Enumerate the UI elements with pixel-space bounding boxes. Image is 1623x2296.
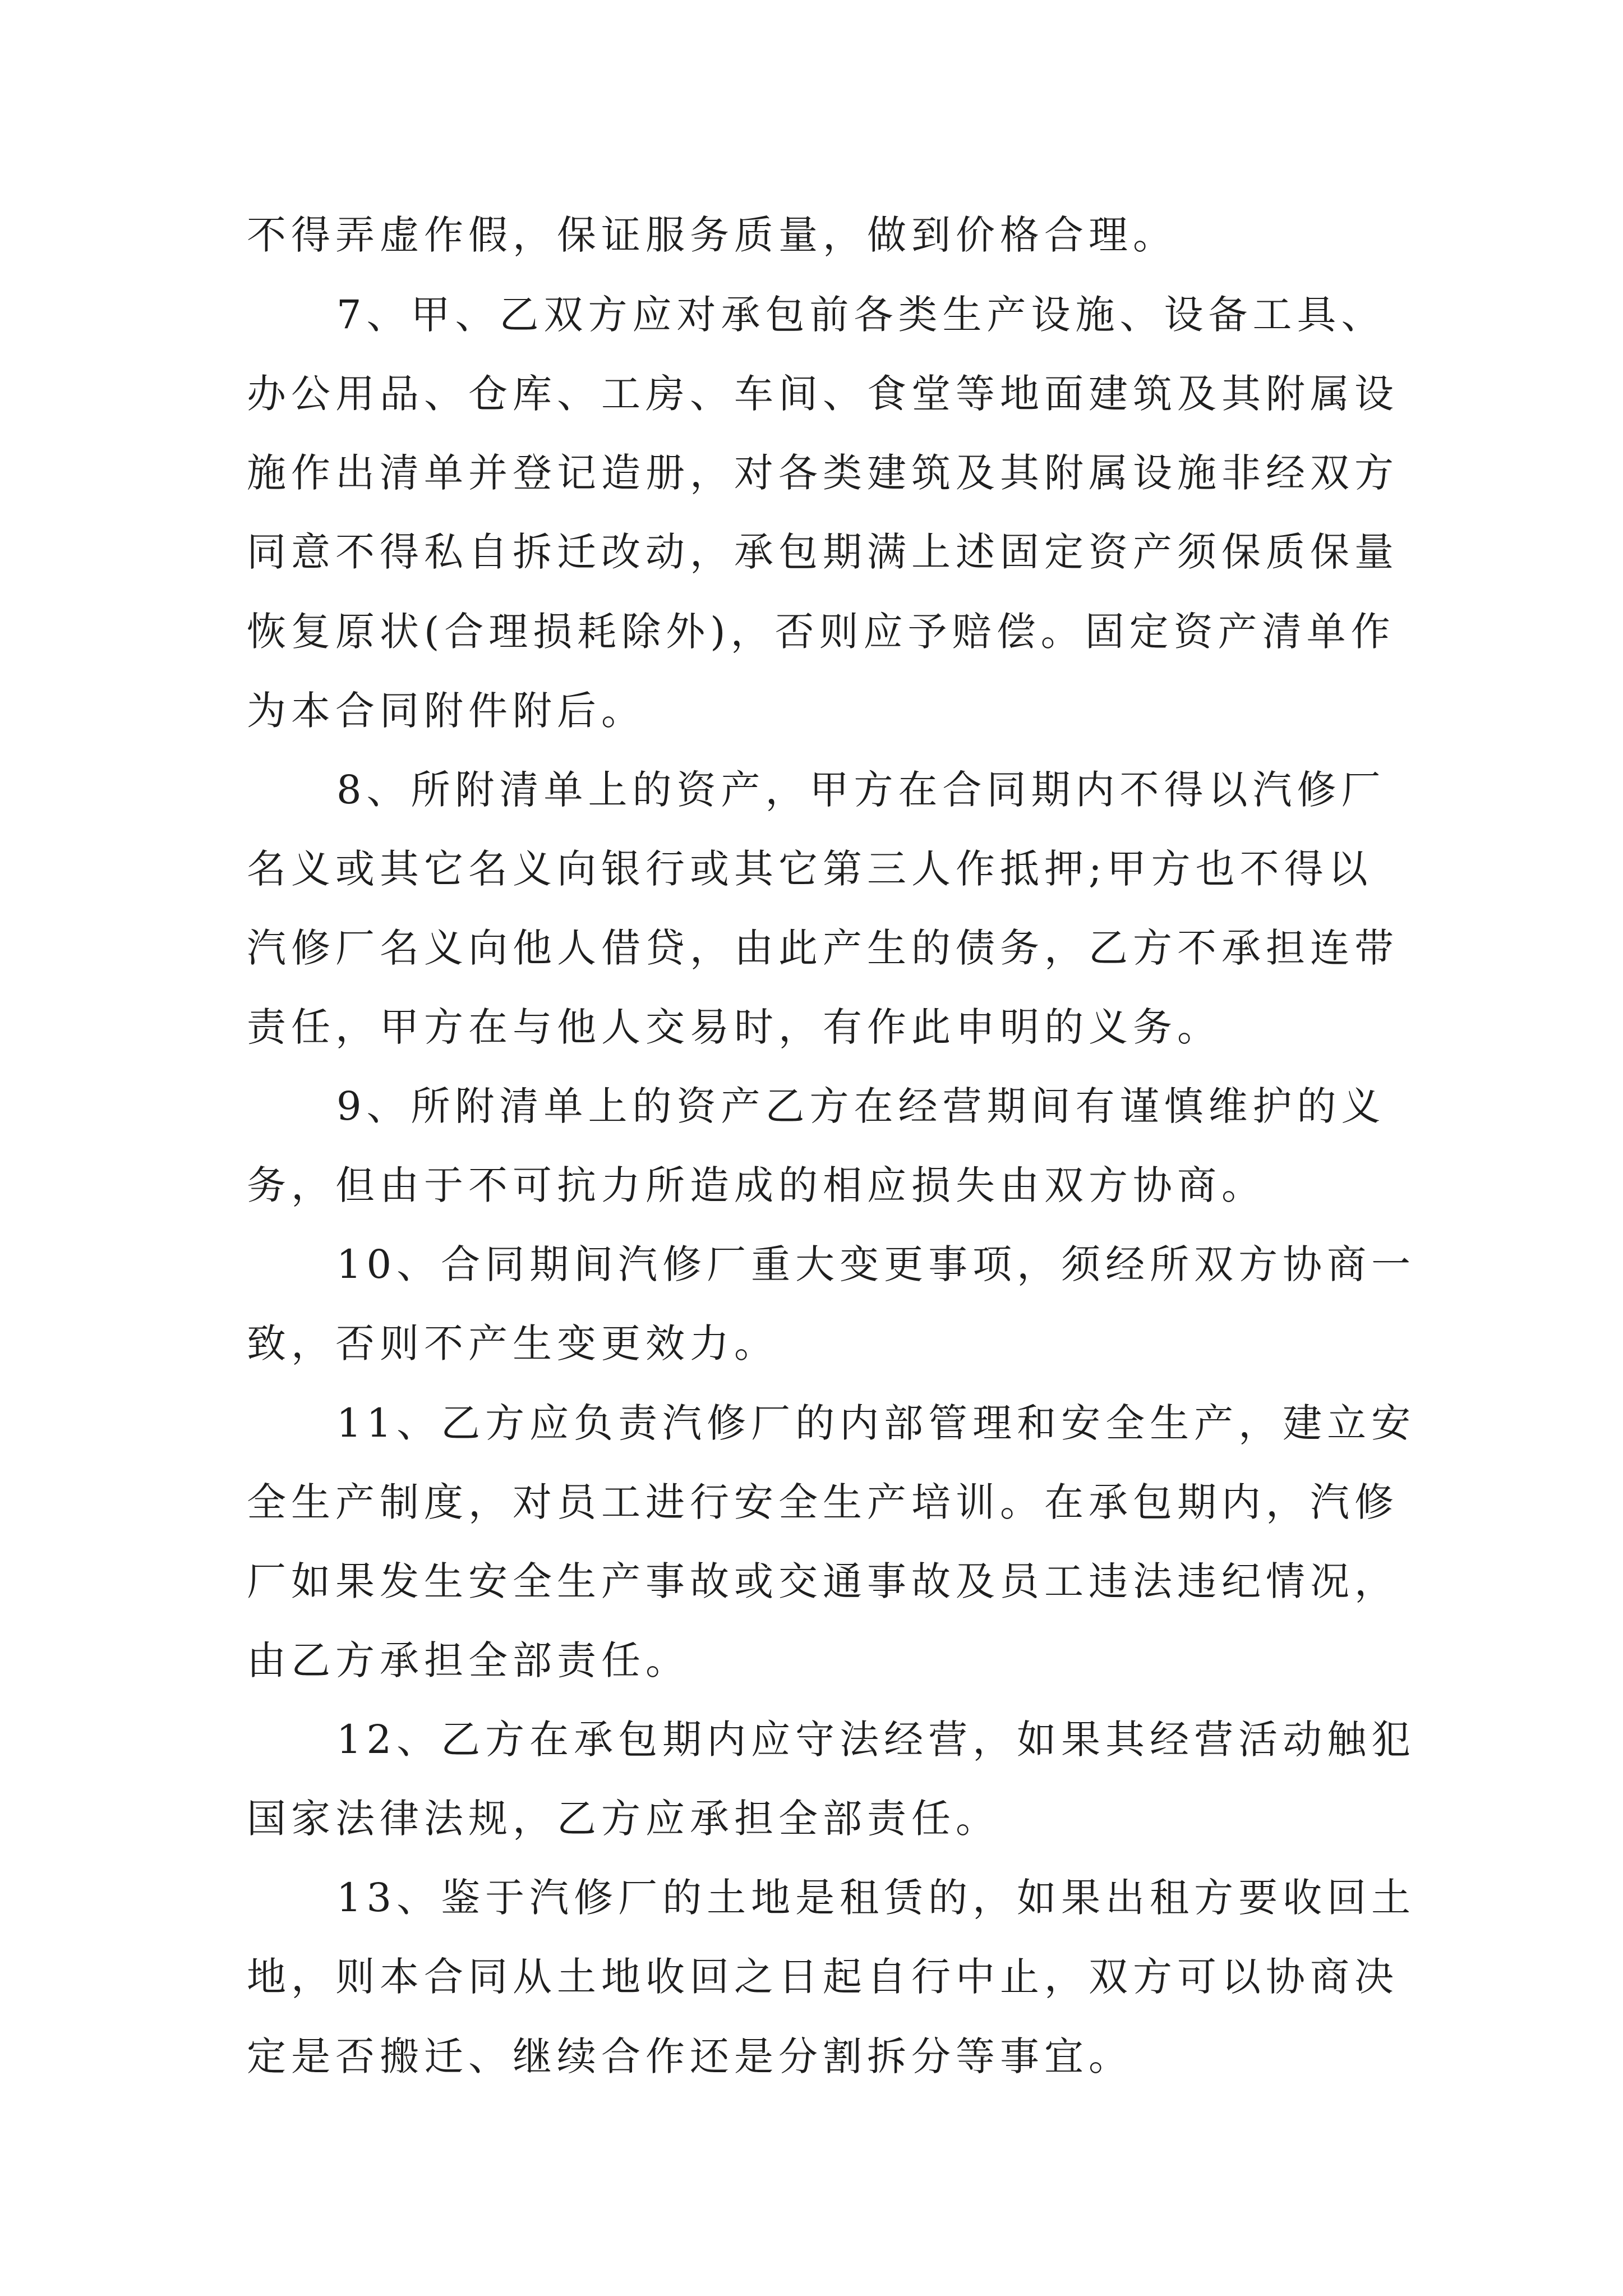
body-text-line: 厂如果发生安全生产事故或交通事故及员工违法违纪情况，: [247, 1558, 1399, 1604]
body-text-line: 为本合同附件附后。: [247, 688, 645, 734]
body-text-line: 国家法律法规，乙方应承担全部责任。: [247, 1796, 1000, 1842]
clause-8-first-line: 8、所附清单上的资产，甲方在合同期内不得以汽修厂: [336, 767, 1386, 813]
clause-12-first-line: 12、乙方在承包期内应守法经营，如果其经营活动触犯: [336, 1717, 1416, 1763]
clause-10-first-line: 10、合同期间汽修厂重大变更事项，须经所双方协商一: [336, 1241, 1416, 1287]
body-text-line: 全生产制度，对员工进行安全生产培训。在承包期内，汽修: [247, 1479, 1399, 1525]
body-text-line: 由乙方承担全部责任。: [247, 1637, 690, 1683]
body-text-line: 办公用品、仓库、工房、车间、食堂等地面建筑及其附属设: [247, 371, 1399, 417]
body-text-line: 致，否则不产生变更效力。: [247, 1320, 778, 1366]
body-text-line: 汽修厂名义向他人借贷，由此产生的债务，乙方不承担连带: [247, 925, 1399, 971]
body-text-line: 施作出清单并登记造册，对各类建筑及其附属设施非经双方: [247, 450, 1399, 496]
body-text-line: 责任，甲方在与他人交易时，有作此申明的义务。: [247, 1004, 1221, 1050]
body-text-line: 同意不得私自拆迁改动，承包期满上述固定资产须保质保量: [247, 529, 1399, 575]
body-text-line: 务，但由于不可抗力所造成的相应损失由双方协商。: [247, 1162, 1266, 1208]
body-text-line: 地，则本合同从土地收回之日起自行中止，双方可以协商决: [247, 1954, 1399, 2000]
clause-7-first-line: 7、甲、乙双方应对承包前各类生产设施、设备工具、: [336, 292, 1386, 338]
body-text-line: 定是否搬迁、继续合作还是分割拆分等事宜。: [247, 2033, 1133, 2079]
body-text-line: 名义或其它名义向银行或其它第三人作抵押;甲方也不得以: [247, 846, 1373, 892]
body-text-line: 恢复原状(合理损耗除外)，否则应予赔偿。固定资产清单作: [247, 609, 1395, 655]
body-text-line: 不得弄虚作假，保证服务质量，做到价格合理。: [247, 212, 1177, 258]
clause-13-first-line: 13、鉴于汽修厂的土地是租赁的，如果出租方要收回土: [336, 1875, 1416, 1921]
clause-9-first-line: 9、所附清单上的资产乙方在经营期间有谨慎维护的义: [336, 1083, 1386, 1129]
clause-11-first-line: 11、乙方应负责汽修厂的内部管理和安全生产，建立安: [336, 1400, 1416, 1446]
